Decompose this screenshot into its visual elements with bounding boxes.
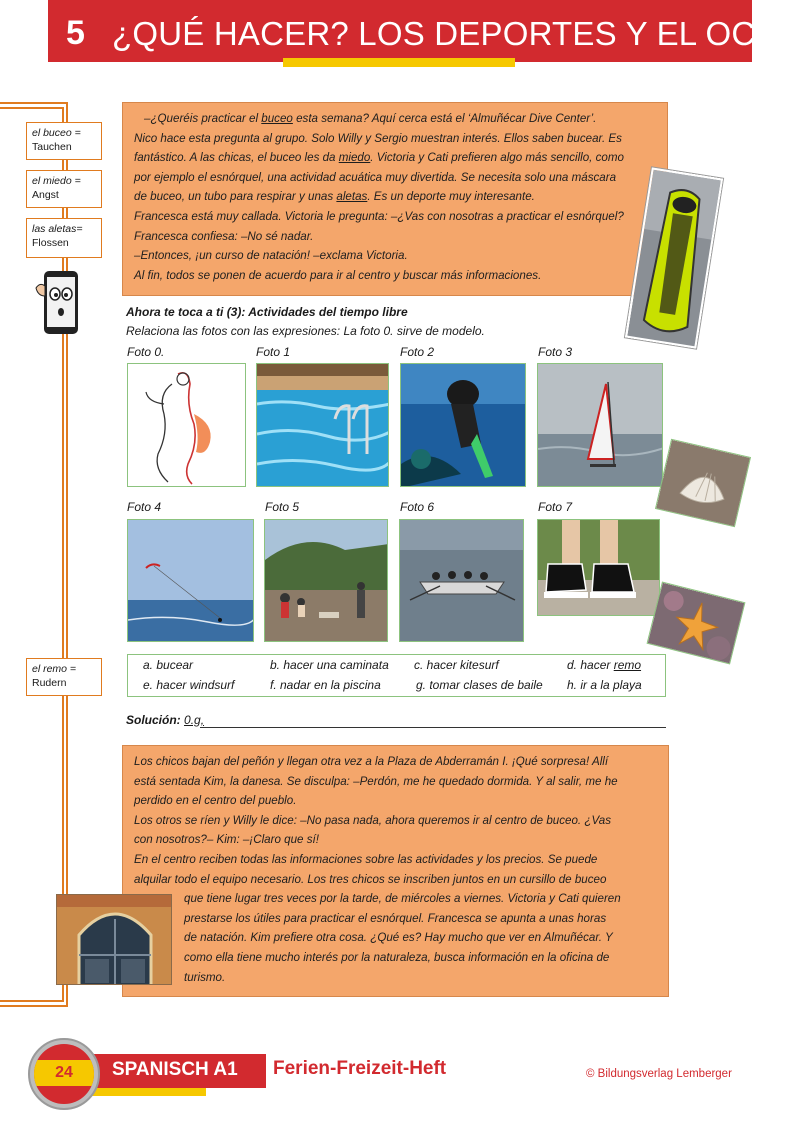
- vocab-term: el buceo =: [32, 127, 81, 139]
- photo-moorish-window: [56, 894, 172, 985]
- expressions-box: [127, 654, 666, 697]
- smartphone-face-icon: [34, 270, 82, 336]
- vocab-term: las aletas=: [32, 223, 83, 235]
- option-g: g. tomar clases de baile: [416, 678, 543, 692]
- photo-0-dance-sketch: [127, 363, 246, 487]
- vocab-miedo: [26, 170, 102, 208]
- photo-5-beach: [264, 519, 388, 642]
- frame-line-bottom-inner: [0, 1000, 64, 1002]
- photo-6-rowing-boat: [399, 519, 524, 642]
- vocab-aletas: [26, 218, 102, 258]
- solution-value: 0.g,: [184, 713, 205, 727]
- task-instruction: Relaciona las fotos con las expresiones: La foto 0. sirve de modelo.: [126, 324, 485, 338]
- book-title: SPANISCH A1: [112, 1059, 238, 1080]
- vocab-translation: Tauchen: [32, 141, 72, 153]
- photo-label-1: Foto 1: [256, 345, 291, 359]
- photo-2-scuba-diver: [400, 363, 526, 487]
- copyright: © Bildungsverlag Lemberger: [586, 1068, 732, 1080]
- photo-seashell: [655, 439, 751, 528]
- photo-label-4: Foto 4: [127, 500, 162, 514]
- option-c: c. hacer kitesurf: [414, 658, 499, 672]
- option-d: d. hacer remo: [567, 658, 642, 672]
- story-text-box-2: Los chicos bajan del peñón y llegan otra vez a la Plaza de Abderramán I. ¡Qué sorpresa! Allí está sentada Kim, la danesa. Se disculpa: –Perdón, me he quedado dormida. Y al salir, me he perdido en el centro del pueblo. Los otros se ríen y Willy le dice: –No pasa nada, ahora queremos ir al centro de buceo. ¿Vas con nosotros?– Kim: –¡Claro que sí! En el centro reciben todas las informaciones sobre las actividades y los precios. Se puede alquilar todo el equipo necesario. Los tres chicos se inscriben juntos en un cursillo de buceo que tiene lugar tres veces por la tarde, de miércoles a viernes. Victoria y Cati quieren prestarse los útiles para practicar el esnórquel. Francesca se apunta a unas horas de natación. Kim prefiere otra cosa. ¿Qué es? Hay mucho que ver en Almuñécar. Y como ella tiene mucho interés por la naturaleza, busca información en la oficina de turismo.: [122, 745, 669, 997]
- photo-7-sneakers: [537, 519, 660, 616]
- task-heading: Ahora te toca a ti (3): Actividades del tiempo libre: [126, 305, 408, 319]
- photo-starfish: [647, 582, 746, 665]
- photo-4-kitesurf: [127, 519, 254, 642]
- story-text-box-1: –¿Queréis practicar el buceo esta semana? Aquí cerca está el ‘Almuñécar Dive Center’. Nico hace esta pregunta al grupo. Solo Willy y Sergio muestran interés. Ellos saben bucear. Es fantástico. A las chicas, el buceo les da miedo. Victoria y Cati prefieren algo más sencillo, como por ejemplo el esnórquel, una actividad acuática muy divertida. Se necesita solo una máscara de buceo, un tubo para respirar y unas aletas. Es un deporte muy interesante. Francesca está muy callada. Victoria le pregunta: –¿Vas con nosotras a practicar el esnórquel? Francesca confiesa: –No sé nadar. –Entonces, ¡un curso de natación! –exclama Victoria. Al fin, todos se ponen de acuerdo para ir al centro y buscar más informaciones.: [122, 102, 668, 296]
- photo-label-7: Foto 7: [538, 500, 573, 514]
- photo-label-5: Foto 5: [265, 500, 300, 514]
- solution-line: [126, 713, 204, 727]
- underlined-word-remo: remo: [613, 658, 642, 672]
- vocab-translation: Angst: [32, 189, 59, 201]
- vocab-buceo: [26, 122, 102, 160]
- photo-label-3: Foto 3: [538, 345, 573, 359]
- vocab-term: el miedo =: [32, 175, 81, 187]
- solution-label: Solución:: [126, 713, 181, 727]
- photo-3-windsurf: [537, 363, 663, 487]
- chapter-title: ¿QUÉ HACER? LOS DEPORTES Y EL OCIO: [112, 15, 791, 52]
- photo-1-swimming-pool: [256, 363, 389, 487]
- option-e: e. hacer windsurf: [143, 678, 235, 692]
- book-subtitle: Ferien-Freizeit-Heft: [273, 1058, 447, 1079]
- frame-line-top-outer: [0, 102, 66, 104]
- vocab-term: el remo =: [32, 663, 77, 675]
- photo-label-6: Foto 6: [400, 500, 435, 514]
- option-a: a. bucear: [143, 658, 194, 672]
- vocab-translation: Rudern: [32, 677, 67, 689]
- underlined-word-miedo: miedo: [338, 151, 371, 165]
- photo-label-2: Foto 2: [400, 345, 435, 359]
- page-number: 24: [55, 1064, 73, 1081]
- frame-line-bottom-outer: [0, 1005, 68, 1007]
- option-h: h. ir a la playa: [567, 678, 642, 692]
- underlined-word-aletas: aletas: [336, 190, 368, 204]
- frame-line-top-inner: [0, 107, 62, 109]
- chapter-header: [48, 0, 791, 62]
- vocab-translation: Flossen: [32, 237, 69, 249]
- vocab-remo: [26, 658, 102, 696]
- header-yellow-stripe: [283, 58, 515, 67]
- solution-answer-line[interactable]: [200, 727, 666, 728]
- photo-label-0: Foto 0.: [127, 345, 165, 359]
- option-b: b. hacer una caminata: [270, 658, 389, 672]
- underlined-word-buceo: buceo: [261, 112, 293, 125]
- option-f: f. nadar en la piscina: [270, 678, 381, 692]
- chapter-number: 5: [66, 14, 85, 52]
